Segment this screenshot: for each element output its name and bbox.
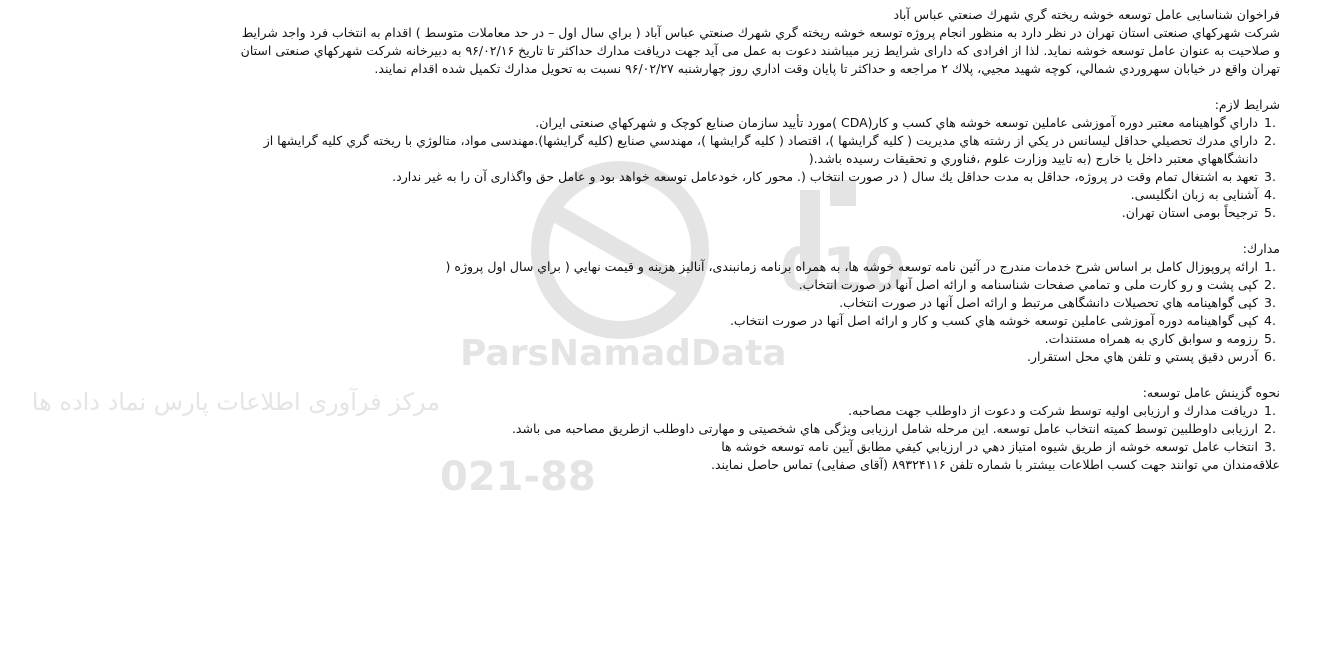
list-item: 2. ارزیابی داوطلبین توسط کمیته انتخاب عامل توسعه. این مرحله شامل ارزیابی ویژگی هاي شخصیتی و مهارتی داوطلب ازطریق مصاحبه می باشد. [511,421,1276,436]
list-item: 1. ارائه پروپوزال كامل بر اساس شرح خدمات مندرج در آئین نامه توسعه خوشه ها، به همراه برنامه زمانبندی، آنالیز هزینه و قيمت نهايي ( براي سال اول پروژه ( [445,259,1276,274]
svg-text:021-88: 021-88 [440,454,596,500]
list-item: 3. انتخاب عامل توسعه خوشه از طريق شيوه امتياز دهي در ارزيابي كيفي مطابق آيين نامه توسعه خوشه ها [721,439,1276,454]
documents-list [240,258,1280,366]
list-item: 2. داراي مدرك تحصيلي حداقل ليسانس در يكي از رشته هاي مديريت ( كليه گرايشها )، اقتصاد ( كليه گرايشها )، مهندسي صنايع (كليه گرايشها).مهندسی مواد، متالوژي با ریخته گري کلیه گرایشها از دانشگاههاي معتبر داخل يا خارج (به تاييد وزارت علوم ،فناوري و تحقيقات رسيده باشد.( [263,133,1276,166]
list-item: 5. ترجیحاً بومی استان تهران. [1121,205,1276,220]
list-item: 1. دریافت مدارك و ارزیابی اولیه توسط شرکت و دعوت از داوطلب جهت مصاحبه. [848,403,1276,418]
list-item: 6. آدرس دقيق پستي و تلفن هاي محل استقرار. [1026,349,1276,364]
svg-text:ParsNamadData: ParsNamadData [460,333,787,374]
svg-text:مرکز فرآوری اطلاعات پارس نماد: مرکز فرآوری اطلاعات پارس نماد داده ها [31,388,440,416]
selection-list [240,402,1280,456]
announcement-document [240,6,1280,474]
intro-paragraph: شرکت شهرکهاي صنعتی استان تهران در نظر دارد به منظور انجام پروژه توسعه خوشه ریخته گري شهرك صنعتي عباس آباد ( براي سال اول – در حد معاملات متوسط ) اقدام به انتخاب فرد واجد شرایط و صلاحیت به عنوان عامل توسعه خوشه نماید. لذا از افرادی که دارای شرایط زیر میباشند دعوت به عمل می آید جهت دریافت مدارك حداكثر تا تاريخ ۹۶/۰۲/۱۶ به دبیرخانه شرکت شهرکهاي صنعتی استان تهران واقع در خیابان سهروردي شمالي، كوچه شهید مجيي، پلاك ۲ مراجعه و حداكثر تا پايان وقت اداري روز چهارشنبه ۹۶/۰۲/۲۷ نسبت به تحویل مدارك تكمیل شده اقدام نمایند. [240,25,1280,76]
list-item: 3. تعهد به اشتغال تمام وقت در پروژه، حداقل به مدت حداقل يك سال ( در صورت انتخاب (. محور کار، خودعامل توسعه خواهد بود و عامل حق واگذاری آن را به غیر ندارد. [392,169,1276,184]
list-item: 2. کپی پشت و رو کارت ملی و تمامي صفحات شناسنامه و ارائه اصل آنها در صورت انتخاب. [798,277,1276,292]
requirements-heading: شرایط لازم: [1214,97,1280,112]
selection-heading: نحوه گزينش عامل توسعه: [1142,385,1280,400]
page-title: فراخوان شناسایی عامل توسعه خوشه ریخته گري شهرك صنعتي عباس آباد [893,7,1280,22]
list-item: 1. داراي گواهینامه معتبر دوره آموزشی عاملین توسعه خوشه هاي کسب و کار(CDA )مورد تأیید سازمان صنایع کوچک و شهرکهاي صنعتی ایران. [535,115,1276,130]
svg-text:010: 010 [780,235,906,305]
list-item: 4. آشنایی به زبان انگلیسی. [1130,187,1276,202]
documents-heading: مدارك: [1242,241,1280,256]
list-item: 3. کپی گواهینامه هاي تحصیلات دانشگاهی مرتبط و ارائه اصل آنها در صورت انتخاب. [839,295,1276,310]
list-item: 5. رزومه و سوابق كاري به همراه مستندات. [1044,331,1276,346]
closing-paragraph: علاقه‌مندان مي توانند جهت كسب اطلاعات بيشتر با شماره تلفن ۸۹۳۲۴۱۱۶ (آقای صفایی) تماس حاصل نمایند. [710,457,1280,472]
list-item: 4. کپی گواهینامه دوره آموزشی عاملین توسعه خوشه هاي کسب و کار و ارائه اصل آنها در صورت انتخاب. [729,313,1276,328]
requirements-list [240,114,1280,222]
